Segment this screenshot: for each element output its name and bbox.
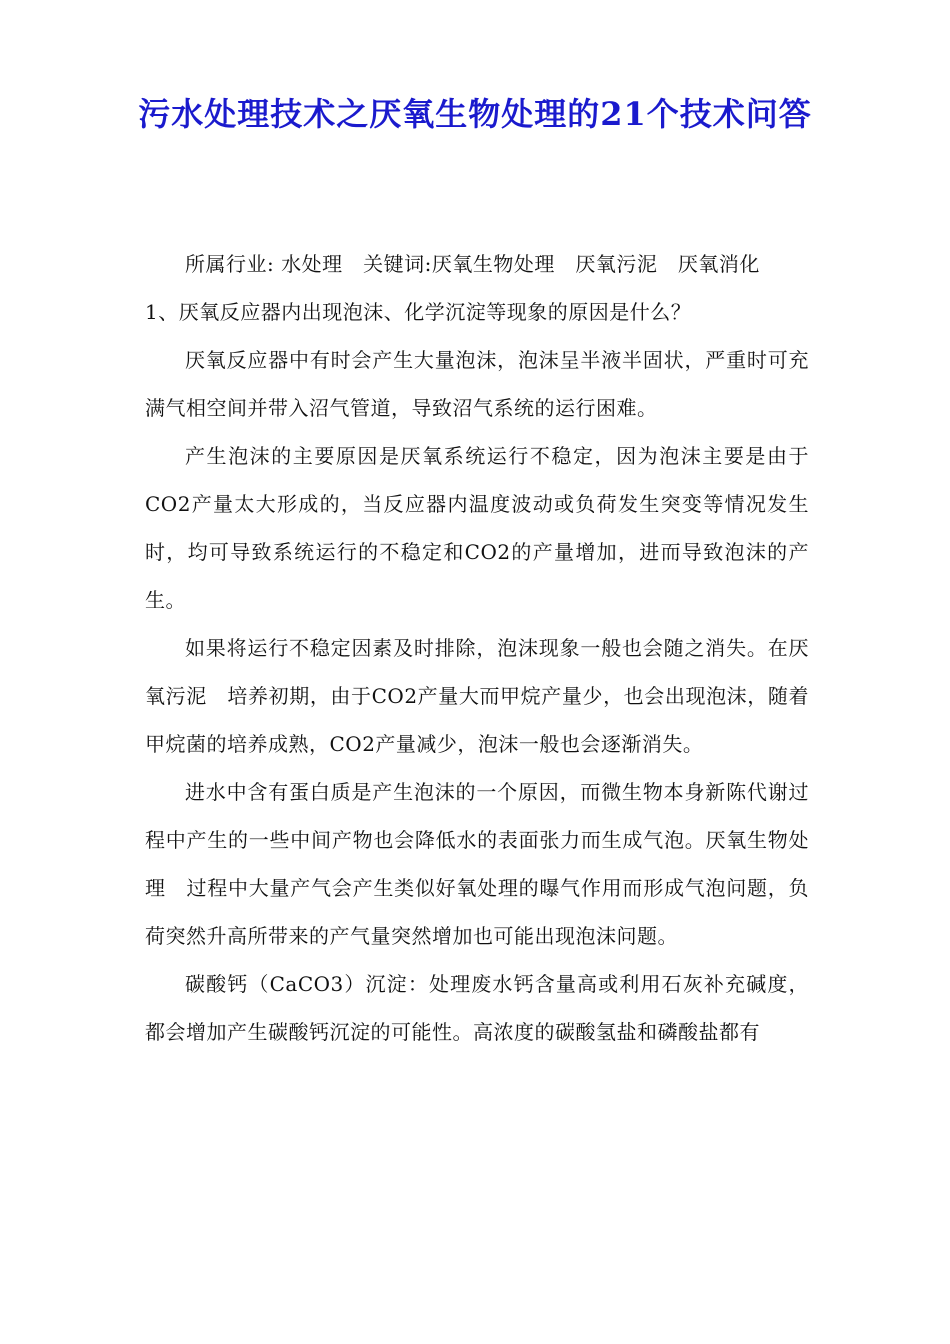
body-paragraph: 产生泡沫的主要原因是厌氧系统运行不稳定，因为泡沫主要是由于CO2产量太大形成的，当反应器内温度波动或负荷发生突变等情况发生时，均可导致系统运行的不稳定和CO2的产量增加，进而导致泡沫的产生。 (145, 444, 809, 612)
body-paragraph: 碳酸钙（CaCO3）沉淀：处理废水钙含量高或利用石灰补充碱度，都会增加产生碳酸钙沉淀的可能性。高浓度的碳酸氢盐和磷酸盐都有 (145, 972, 809, 1044)
body-paragraph: 如果将运行不稳定因素及时排除，泡沫现象一般也会随之消失。在厌氧污泥 培养初期，由于CO2产量大而甲烷产量少，也会出现泡沫，随着甲烷菌的培养成熟，CO2产量减少，泡沫一般也会逐渐消失。 (145, 636, 809, 756)
document-body (145, 240, 809, 1056)
question-heading: 1、厌氧反应器内出现泡沫、化学沉淀等现象的原因是什么？ (145, 300, 692, 324)
body-paragraph: 厌氧反应器中有时会产生大量泡沫，泡沫呈半液半固状，严重时可充满气相空间并带入沼气管道，导致沼气系统的运行困难。 (145, 348, 809, 420)
meta-paragraph: 所属行业: 水处理 关键词:厌氧生物处理 厌氧污泥 厌氧消化 (185, 252, 760, 276)
document-title: 污水处理技术之厌氧生物处理的21个技术问答 (138, 95, 812, 133)
body-paragraph: 进水中含有蛋白质是产生泡沫的一个原因，而微生物本身新陈代谢过程中产生的一些中间产物也会降低水的表面张力而生成气泡。厌氧生物处理 过程中大量产气会产生类似好氧处理的曝气作用而形成气泡问题，负荷突然升高所带来的产气量突然增加也可能出现泡沫问题。 (145, 780, 809, 948)
